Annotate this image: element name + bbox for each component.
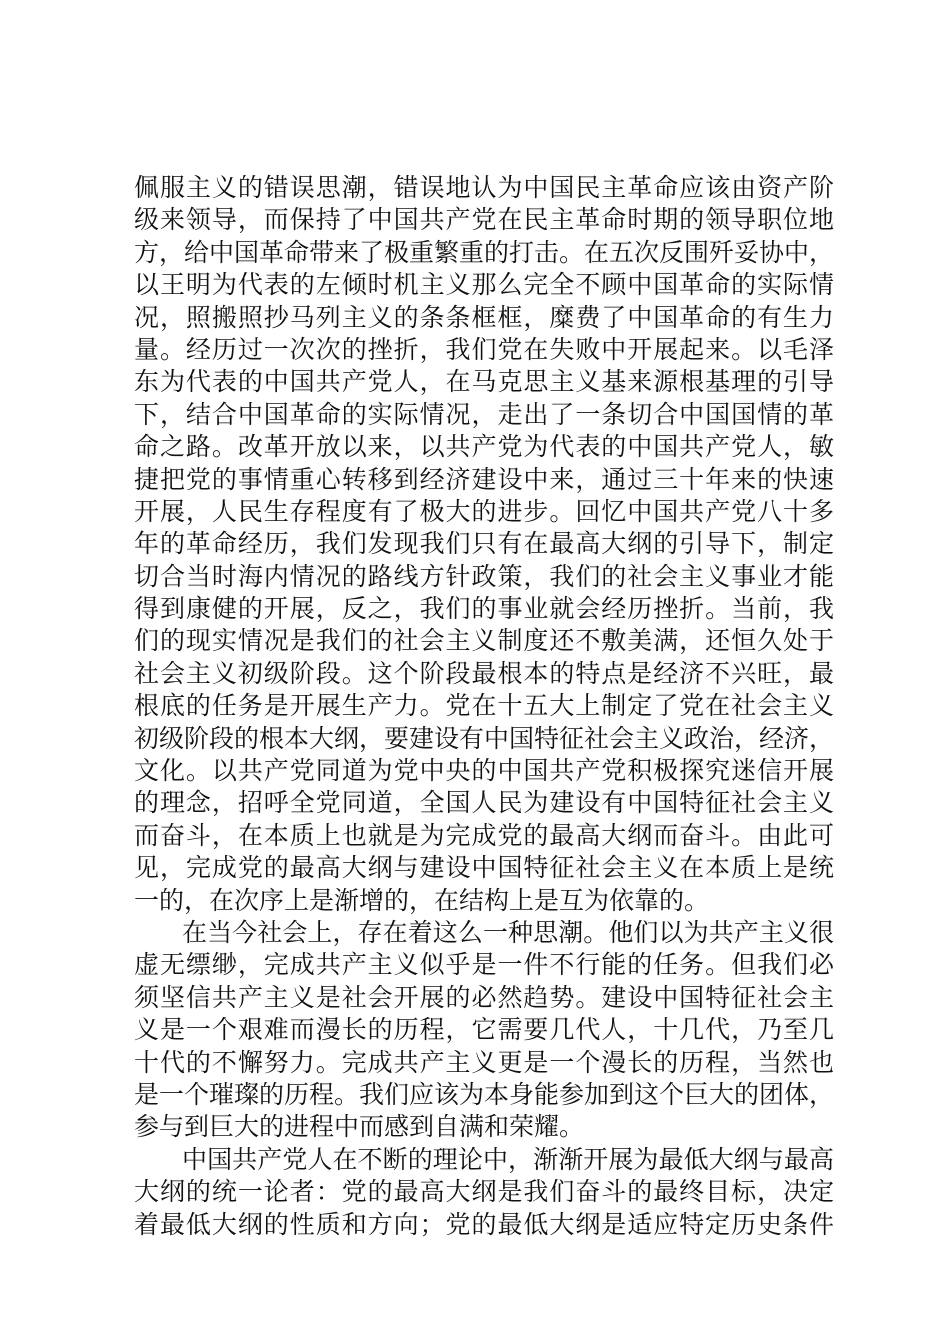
- text-line: 佩服主义的错误思潮，错误地认为中国民主革命应该由资产阶: [134, 173, 834, 202]
- text-line: 初级阶段的根本大纲，要建设有中国特征社会主义政治，经济，: [134, 723, 835, 753]
- text-line: 义是一个艰难而漫长的历程，它需要几代人，十几代，乃至几: [134, 1015, 834, 1045]
- text-line: 年的革命经历，我们发现我们只有在最高大纲的引导下，制定: [134, 529, 834, 559]
- text-line: 而奋斗，在本质上也就是为完成党的最高大纲而奋斗。由此可: [134, 820, 834, 850]
- text-line: 根底的任务是开展生产力。党在十五大上制定了党在社会主义: [134, 691, 834, 721]
- text-line: 们的现实情况是我们的社会主义制度还不敷美满，还恒久处于: [134, 626, 834, 656]
- text-line: 量。经历过一次次的挫折，我们党在失败中开展起来。以毛泽: [134, 334, 834, 364]
- text-line: 文化。以共产党同道为党中央的中国共产党积极探究迷信开展: [134, 756, 834, 786]
- text-line: 虚无缥缈，完成共产主义似乎是一件不行能的任务。但我们必: [134, 950, 834, 980]
- text-line: 的理念，招呼全党同道，全国人民为建设有中国特征社会主义: [134, 788, 834, 818]
- text-line: 命之路。改革开放以来，以共产党为代表的中国共产党人，敏: [134, 432, 834, 462]
- text-line: 捷把党的事情重心转移到经济建设中来，通过三十年来的快速: [134, 464, 834, 494]
- text-line: 大纲的统一论者：党的最高大纲是我们奋斗的最终目标，决定: [134, 1177, 834, 1207]
- text-line: 况，照搬照抄马列主义的条条框框，糜费了中国革命的有生力: [134, 302, 834, 332]
- body-text: [134, 172, 834, 1241]
- text-line: 在当今社会上，存在着这么一种思潮。他们以为共产主义很: [182, 917, 834, 947]
- text-line: 见，完成党的最高大纲与建设中国特征社会主义在本质上是统: [134, 853, 834, 883]
- text-line: 得到康健的开展，反之，我们的事业就会经历挫折。当前，我: [134, 594, 834, 624]
- text-line: 十代的不懈努力。完成共产主义更是一个漫长的历程，当然也: [134, 1047, 834, 1077]
- text-line: 一的，在次序上是渐增的，在结构上是互为依靠的。: [134, 885, 710, 915]
- text-line: 须坚信共产主义是社会开展的必然趋势。建设中国特征社会主: [134, 982, 834, 1012]
- text-line: 下，结合中国革命的实际情况，走出了一条切合中国国情的革: [134, 399, 834, 429]
- text-line: 社会主义初级阶段。这个阶段最根本的特点是经济不兴旺，最: [134, 658, 834, 688]
- text-line: 是一个璀璨的历程。我们应该为本身能参加到这个巨大的团体，: [134, 1079, 835, 1109]
- text-line: 着最低大纲的性质和方向；党的最低大纲是适应特定历史条件: [134, 1209, 834, 1239]
- text-line: 开展，人民生存程度有了极大的进步。回忆中国共产党八十多: [134, 496, 834, 526]
- text-line: 中国共产党人在不断的理论中，渐渐开展为最低大纲与最高: [182, 1144, 834, 1174]
- text-line: 参与到巨大的进程中而感到自满和荣耀。: [134, 1112, 585, 1142]
- text-line: 方，给中国革命带来了极重繁重的打击。在五次反围歼妥协中，: [134, 237, 835, 267]
- text-line: 级来领导，而保持了中国共产党在民主革命时期的领导职位地: [134, 205, 834, 235]
- text-line: 东为代表的中国共产党人，在马克思主义基来源根基理的引导: [134, 367, 834, 397]
- text-line: 以王明为代表的左倾时机主义那么完全不顾中国革命的实际情: [134, 270, 834, 300]
- text-line: 切合当时海内情况的路线方针政策，我们的社会主义事业才能: [134, 561, 834, 591]
